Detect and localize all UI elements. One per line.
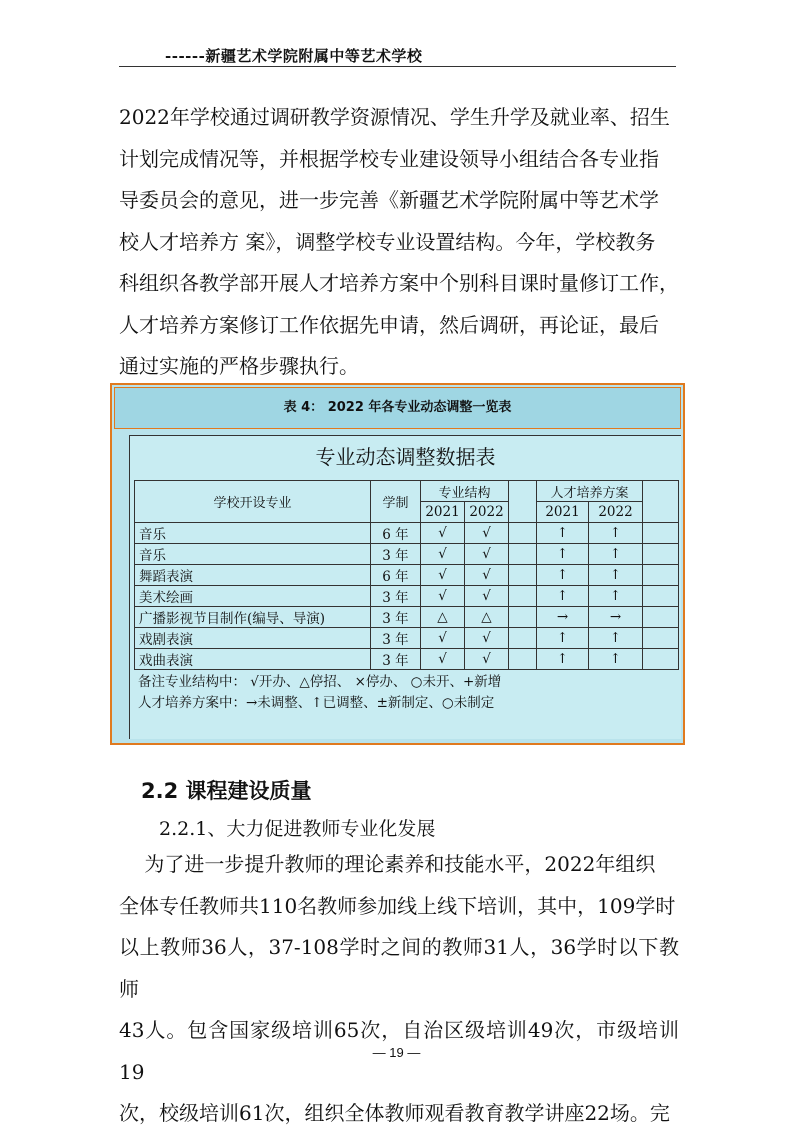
paragraph-line: 计划完成情况等，并根据学校专业建设领导小组结合各专业指 (119, 146, 659, 171)
paragraph-line: 为了进一步提升教师的理论素养和技能水平，2022年组织 (119, 852, 656, 876)
intro-paragraph (119, 97, 679, 388)
training-paragraph (119, 844, 679, 1135)
spacer-cell (643, 649, 679, 670)
cell-duration: 6 年 (371, 523, 421, 544)
note-training-legend: 人才培养方案中：→未调整、↑已调整、±新制定、○未制定 (138, 695, 495, 711)
header-training: 人才培养方案 (537, 481, 643, 502)
table-row (135, 523, 679, 544)
data-table-title: 专业动态调整数据表 (315, 445, 496, 469)
cell-structure-2021: √ (421, 649, 465, 670)
paragraph-line: 通过实施的严格步骤执行。 (119, 354, 359, 378)
cell-structure-2022: √ (465, 586, 509, 607)
cell-major: 音乐 (135, 544, 371, 565)
cell-structure-2021: √ (421, 544, 465, 565)
paragraph-line: 以上教师36人，37-108学时之间的教师31人，36学时以下教师 (119, 935, 679, 1001)
cell-training-2021: ↑ (537, 544, 589, 565)
table-row (135, 565, 679, 586)
cell-major: 戏曲表演 (135, 649, 371, 670)
paragraph-line: 人才培养方案修订工作依据先申请，然后调研，再论证，最后 (119, 312, 659, 337)
paragraph-line: 全体专任教师共110名教师参加线上线下培训，其中，109学时 (119, 893, 676, 918)
table-row (135, 586, 679, 607)
cell-structure-2021: √ (421, 628, 465, 649)
spacer-cell (509, 544, 537, 565)
section-title: 2.2 课程建设质量 (141, 779, 312, 803)
spacer-cell (643, 565, 679, 586)
cell-training-2022: ↑ (589, 523, 643, 544)
cell-structure-2021: √ (421, 565, 465, 586)
page-number: — 19 — (372, 1045, 421, 1060)
paragraph-line: 次，校级培训61次，组织全体教师观看教育教学讲座22场。完 (119, 1101, 670, 1125)
cell-duration: 3 年 (371, 649, 421, 670)
subsection-title: 2.2.1、大力促进教师专业化发展 (159, 818, 436, 840)
header-year: 2021 (421, 502, 465, 523)
spacer-cell (643, 523, 679, 544)
table-row (135, 607, 679, 628)
page-header (119, 40, 676, 67)
major-adjustment-table-figure (110, 383, 685, 745)
cell-structure-2022: △ (465, 607, 509, 628)
spacer-cell (509, 586, 537, 607)
cell-training-2022: ↑ (589, 565, 643, 586)
paragraph-line: 校人才培养方 案》，调整学校专业设置结构。今年，学校教务 (119, 229, 656, 254)
cell-duration: 3 年 (371, 628, 421, 649)
table-row (135, 649, 679, 670)
spacer-cell (643, 481, 679, 523)
cell-major: 美术绘画 (135, 586, 371, 607)
cell-training-2021: ↑ (537, 523, 589, 544)
header-major: 学校开设专业 (135, 481, 371, 523)
header-duration: 学制 (371, 481, 421, 523)
header-text: ------新疆艺术学院附属中等艺术学校 (165, 47, 423, 65)
spacer-cell (643, 607, 679, 628)
spacer-cell (509, 565, 537, 586)
cell-structure-2022: √ (465, 523, 509, 544)
cell-major: 音乐 (135, 523, 371, 544)
paragraph-line: 2022年学校通过调研教学资源情况、学生升学及就业率、招生 (119, 105, 670, 129)
table-notes (138, 672, 501, 714)
spacer-cell (643, 628, 679, 649)
cell-structure-2022: √ (465, 649, 509, 670)
cell-structure-2021: √ (421, 523, 465, 544)
cell-training-2022: ↑ (589, 544, 643, 565)
cell-training-2022: ↑ (589, 649, 643, 670)
cell-training-2021: ↑ (537, 565, 589, 586)
cell-structure-2022: √ (465, 544, 509, 565)
spacer-cell (509, 523, 537, 544)
table-header-row (135, 481, 679, 502)
cell-major: 戏剧表演 (135, 628, 371, 649)
table-row (135, 544, 679, 565)
paragraph-line: 科组织各教学部开展人才培养方案中个别科目课时量修订工作， (119, 271, 679, 295)
table-caption: 表 4： 2022 年各专业动态调整一览表 (114, 387, 681, 429)
cell-structure-2022: √ (465, 565, 509, 586)
table-row (135, 628, 679, 649)
cell-duration: 3 年 (371, 586, 421, 607)
cell-training-2021: ↑ (537, 586, 589, 607)
cell-structure-2021: √ (421, 586, 465, 607)
paragraph-line: 导委员会的意见，进一步完善《新疆艺术学院附属中等艺术学 (119, 188, 659, 212)
cell-training-2021: ↑ (537, 628, 589, 649)
header-year: 2022 (465, 502, 509, 523)
note-structure-legend: 备注专业结构中： √开办、△停招、 ×停办、 ○未开、+新增 (138, 674, 502, 690)
cell-training-2021: → (537, 607, 589, 628)
cell-structure-2021: △ (421, 607, 465, 628)
cell-duration: 3 年 (371, 607, 421, 628)
header-structure: 专业结构 (421, 481, 509, 502)
cell-duration: 6 年 (371, 565, 421, 586)
data-table-panel (129, 435, 681, 739)
cell-major: 舞蹈表演 (135, 565, 371, 586)
cell-duration: 3 年 (371, 544, 421, 565)
cell-training-2022: ↑ (589, 628, 643, 649)
paragraph-line: 43人。包含国家级培训65次，自治区级培训49次，市级培训19 (119, 1018, 679, 1084)
spacer-cell (509, 607, 537, 628)
cell-structure-2022: √ (465, 628, 509, 649)
spacer-cell (643, 586, 679, 607)
adjustment-data-table (134, 480, 679, 670)
cell-training-2021: ↑ (537, 649, 589, 670)
spacer-cell (509, 649, 537, 670)
spacer-cell (509, 481, 537, 523)
cell-training-2022: ↑ (589, 586, 643, 607)
header-year: 2021 (537, 502, 589, 523)
cell-major: 广播影视节目制作(编导、导演) (135, 607, 371, 628)
cell-training-2022: → (589, 607, 643, 628)
spacer-cell (643, 544, 679, 565)
spacer-cell (509, 628, 537, 649)
header-year: 2022 (589, 502, 643, 523)
